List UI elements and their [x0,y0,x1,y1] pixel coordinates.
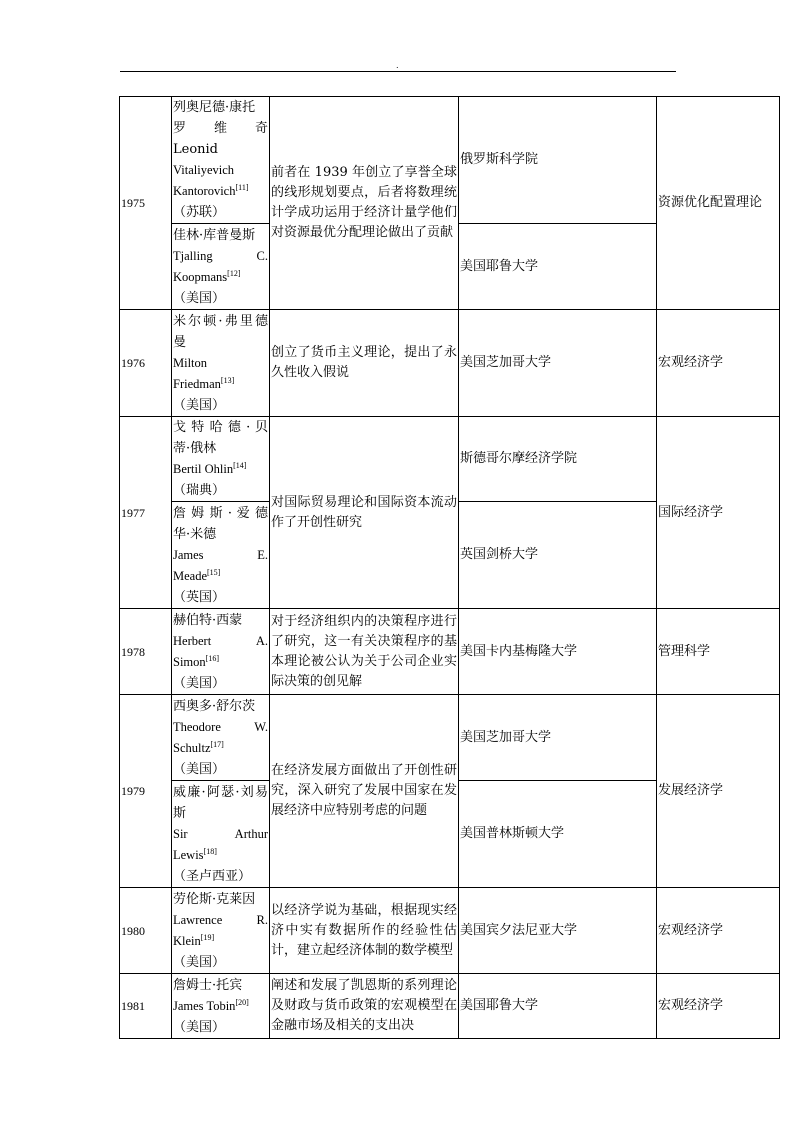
institution-cell: 美国耶鲁大学 [459,224,657,310]
laureate-name-en: Simon [173,654,206,669]
contribution-cell: 前者在 1939 年创立了享誉全球的线形规划要点，后者将数理统计学成功运用于经济计量学他们对资源最优分配理论做出了贡献 [270,97,459,310]
laureate-name-en: Vitaliyevich [173,163,235,177]
laureate-name-en: Klein [173,933,201,948]
laureate-name-line: 罗 维 奇 Leonid [173,121,268,157]
laureate-name-cn: 米尔顿·弗里德曼 [173,313,268,350]
field-cell: 管理科学 [657,609,780,695]
laureate-name-en: Friedman [173,376,221,391]
laureate-name-en: W. [254,719,268,734]
laureate-name-en: Meade [173,568,208,583]
laureate-name-en: Kantorovich [173,184,236,198]
laureate-name-en: Herbert [173,633,212,648]
institution-cell: 斯德哥尔摩经济学院 [459,417,657,502]
laureate-name-en: C. [256,248,268,263]
header-mark: . [396,61,399,70]
table-row-1980 [120,888,780,974]
laureate-name-cn: 劳伦斯·克莱因 [173,891,256,907]
laureate-country: （美国） [173,397,226,413]
institution-cell: 美国芝加哥大学 [459,695,657,781]
field-cell: 宏观经济学 [657,310,780,417]
footnote-ref: [13] [220,375,235,385]
field-cell: 宏观经济学 [657,888,780,974]
laureate-name-en: Tjalling [173,248,213,263]
contribution-cell: 创立了货币主义理论，提出了永久性收入假说 [270,310,459,417]
table-row-1981 [120,974,780,1039]
laureate-name-cn: 赫伯特·西蒙 [173,612,243,628]
laureate-name-cell [172,781,270,888]
laureate-country: （瑞典） [173,483,226,498]
year-cell: 1979 [120,695,172,888]
laureate-name-en: A. [255,633,268,648]
laureate-name-cn: 佳林·库普曼斯 [173,227,256,243]
laureate-name-en: E. [257,547,268,562]
field-cell: 国际经济学 [657,417,780,609]
laureate-name-cell [172,974,270,1039]
institution-cell: 英国剑桥大学 [459,502,657,609]
laureate-name-en: James Tobin [173,998,236,1013]
table-row-1978 [120,609,780,695]
year-cell: 1978 [120,609,172,695]
footnote-ref: [20] [235,997,249,1007]
laureate-name-cell [172,502,270,609]
laureate-name-cell [172,417,270,502]
nobel-laureates-table [119,96,780,1039]
laureate-name-en: Arthur [234,826,268,841]
year-cell: 1980 [120,888,172,974]
header-rule [120,71,676,72]
laureate-country: （美国） [173,290,226,306]
footnote-ref: [15] [207,567,221,577]
laureate-name-cn: 列奥尼德·康托 [173,100,256,115]
laureate-country: （苏联） [173,205,226,220]
footnote-ref: [14] [233,460,247,470]
field-cell: 资源优化配置理论 [657,97,780,310]
laureate-country: （美国） [173,675,226,691]
footnote-ref: [18] [203,846,217,856]
laureate-name-cell [172,888,270,974]
table-row-1977 [120,417,780,502]
year-cell: 1977 [120,417,172,609]
laureate-name-en: Sir [173,826,188,841]
footnote-ref: [11] [235,182,249,192]
laureate-name-cn: 西奥多·舒尔茨 [173,698,256,714]
laureate-name-cn: 威廉·阿瑟·刘易斯 [173,784,268,821]
institution-cell: 美国普林斯顿大学 [459,781,657,888]
laureate-name-cell [172,97,270,224]
laureate-name-en: Lewis [173,847,204,862]
contribution-cell: 对于经济组织内的决策程序进行了研究，这一有关决策程序的基本理论被公认为关于公司企业实际决策的创见解 [270,609,459,695]
institution-cell: 美国耶鲁大学 [459,974,657,1039]
footnote-ref: [16] [205,653,219,663]
field-cell: 宏观经济学 [657,974,780,1039]
field-cell: 发展经济学 [657,695,780,888]
year-cell: 1976 [120,310,172,417]
table-row-1979 [120,695,780,781]
institution-cell: 俄罗斯科学院 [459,97,657,224]
institution-cell: 美国芝加哥大学 [459,310,657,417]
laureate-name-en: R. [256,912,268,927]
laureate-name-en: Koopmans [173,269,228,284]
year-cell: 1975 [120,97,172,310]
year-cell: 1981 [120,974,172,1039]
laureate-country: （圣卢西亚） [173,868,252,884]
laureate-name-en: James [173,547,204,562]
laureate-name-en: Bertil Ohlin [173,462,234,476]
laureate-name-cell [172,310,270,417]
footnote-ref: [17] [210,739,224,749]
laureate-country: （美国） [173,1019,226,1035]
laureate-name-en: Schultz [173,740,211,755]
institution-cell: 美国宾夕法尼亚大学 [459,888,657,974]
contribution-cell: 在经济发展方面做出了开创性研究，深入研究了发展中国家在发展经济中应特别考虑的问题 [270,695,459,888]
laureate-name-cell [172,695,270,781]
contribution-cell: 阐述和发展了凯恩斯的系列理论及财政与货币政策的宏观模型在金融市场及相关的支出决 [270,974,459,1039]
laureate-name-en: Theodore [173,719,221,734]
laureate-name-en: Lawrence [173,912,223,927]
laureate-name-cn: 戈 特 哈 德 · 贝蒂·俄林 [173,420,268,456]
laureate-country: （美国） [173,954,226,970]
laureate-country: （美国） [173,761,226,777]
laureate-name-cn: 詹 姆 斯 · 爱 德华·米德 [173,505,268,542]
laureate-country: （英国） [173,589,226,605]
table-row-1976 [120,310,780,417]
footnote-ref: [19] [200,932,215,942]
laureate-name-en: Milton [173,355,208,370]
table-row-1975 [120,97,780,224]
contribution-cell: 以经济学说为基础，根据现实经济中实有数据所作的经验性估计，建立起经济体制的数学模型 [270,888,459,974]
laureate-name-cell [172,609,270,695]
laureate-name-cn: 詹姆士·托宾 [173,977,243,993]
institution-cell: 美国卡内基梅隆大学 [459,609,657,695]
contribution-cell: 对国际贸易理论和国际资本流动作了开创性研究 [270,417,459,609]
laureate-name-cell [172,224,270,310]
footnote-ref: [12] [227,268,241,278]
